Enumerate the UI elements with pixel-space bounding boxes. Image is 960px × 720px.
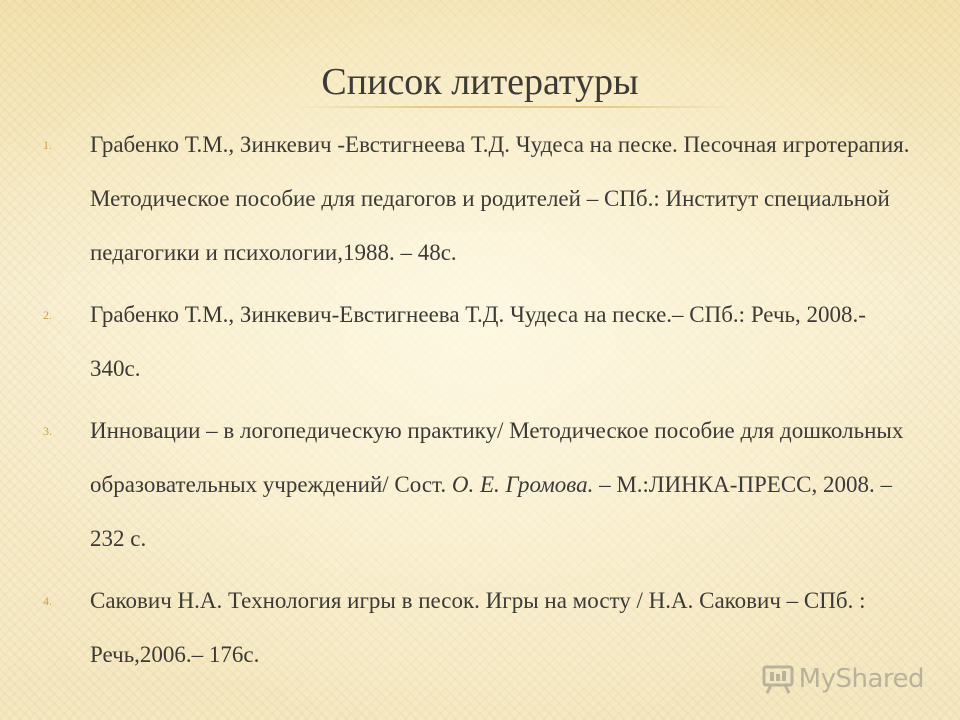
reference-text: Грабенко Т.М., Зинкевич-Евстигнеева Т.Д. Чудеса на песке.– СПб.: Речь, 2008.- 340с.: [90, 302, 866, 381]
reference-text: [90, 418, 903, 551]
watermark: [761, 664, 924, 694]
reference-number: 1.: [43, 138, 52, 152]
reference-number: 4.: [43, 594, 52, 608]
reference-list: [40, 118, 920, 690]
reference-number: 3.: [43, 424, 52, 438]
reference-item-1: [40, 118, 920, 280]
watermark-text: MyShared: [798, 664, 924, 694]
reference-author-italic: О. Е. Громова.: [451, 472, 594, 497]
reference-text-part: – М.:ЛИНКА-ПРЕСС, 2008. – 232 с.: [90, 472, 892, 551]
reference-item-3: [40, 404, 920, 566]
reference-text-part: Инновации – в логопедическую практику/ Методическое пособие для дошкольных образовательных учреждений/ Сост.: [90, 418, 904, 497]
reference-text: Грабенко Т.М., Зинкевич -Евстигнеева Т.Д. Чудеса на песке. Песочная игротерапия. Методическое пособие для педагогов и родителей – СПб.: Институт специальной педагогики и психологии,1988. – 48с.: [90, 132, 910, 265]
presentation-board-icon: [761, 664, 795, 694]
title-divider: [290, 106, 740, 108]
reference-text: Сакович Н.А. Технология игры в песок. Игры на мосту / Н.А. Сакович – СПб. : Речь,2006.– 176с.: [90, 588, 866, 667]
reference-number: 2.: [43, 308, 52, 322]
reference-item-2: [40, 288, 920, 396]
slide-title: Список литературы: [321, 61, 639, 103]
